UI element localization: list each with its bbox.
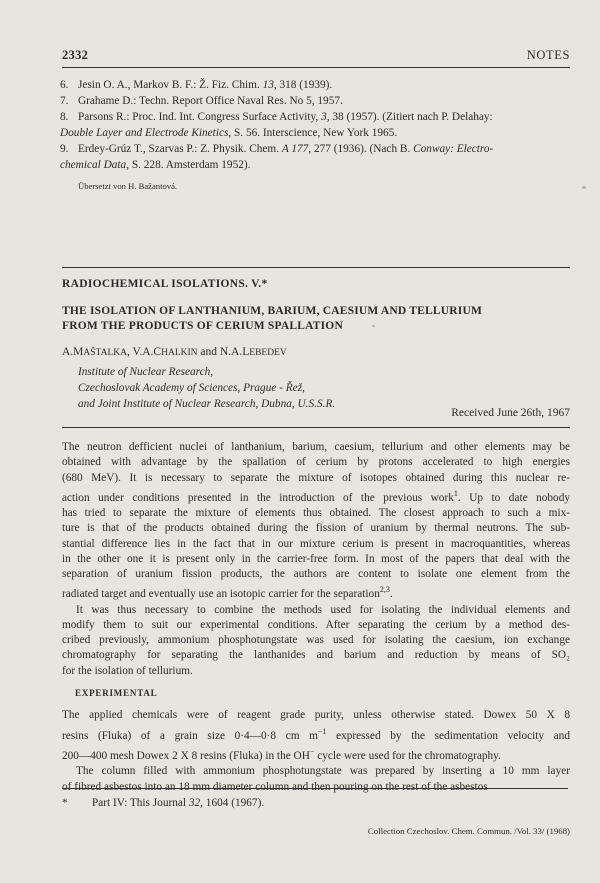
text-line: of fibred asbestos into an 18 mm diameter column and then pouring on the rest of the asbestos (62, 780, 488, 793)
text-line: has tried to separate the mixture of elements thus obtained. The closest approach to such a mix- (62, 506, 570, 519)
text-line: cribed previously, ammonium phosphotungstate was used for isolating the caesium, ion exchange (62, 634, 570, 647)
title-line: THE ISOLATION OF LANTHANIUM, BARIUM, CAESIUM AND TELLURIUM (62, 305, 483, 317)
page-number: 2332 (62, 48, 89, 62)
paragraph-3 (62, 708, 570, 764)
text-line: separation of uranium fission products, the authors are content to isolate one element from the (62, 568, 570, 581)
footnote-rule (62, 788, 568, 789)
author-line: A.MAŠTALKA, V.A.CHALKIN and N.A.LEBEDEV (62, 346, 287, 358)
section-name: NOTES (526, 48, 570, 62)
citation-superscript: 2,3 (379, 585, 390, 595)
paper-speck (582, 186, 586, 189)
text-line: radiated target and eventually use an isotopic carrier for the separation$^{2,3}$. (62, 585, 393, 601)
reference-number: 8. (60, 111, 69, 123)
title-line: FROM THE PRODUCTS OF CERIUM SPALLATION (62, 320, 343, 332)
reference-item (60, 93, 570, 109)
affiliation-line: and Joint Institute of Nuclear Research, Dubna, U.S.S.R. (78, 398, 336, 410)
italic-text: 32 (188, 797, 201, 809)
text-line: ture is that of the products obtained during the fission of uranium by thermal neutrons. The sub- (62, 522, 570, 535)
italic-text: Conway: Electro- (413, 143, 494, 155)
reference-list (60, 77, 570, 173)
text-line: action under conditions presented in the introduction of the previous work$^1$. Up to date nobody (62, 488, 570, 504)
author-name: N.A.LEBEDEV (219, 346, 287, 358)
translator-note: Übersetzt von H. Bažantová. (78, 181, 178, 191)
author-name: V.A.CHALKIN (132, 346, 198, 358)
reference-continuation: Double Layer and Electrode Kinetics, S. 56. Interscience, New York 1965. (60, 127, 398, 139)
article-title (62, 304, 560, 334)
header-bottom-rule (62, 427, 570, 428)
text-line: stantial difference lies in the fact that in our mixture cerium is present in macroquantities, whereas (62, 537, 570, 550)
reference-item (60, 77, 570, 93)
journal-footer: Collection Czechoslov. Chem. Commun. /Vol. 33/ (1968) (367, 826, 570, 836)
reference-number: 6. (60, 79, 69, 91)
reference-text: Erdey-Grúz T., Szarvas P.: Z. Physik. Chem. A 177, 277 (1936). (Nach B. Conway: Electro- (78, 143, 494, 155)
affiliation (78, 364, 335, 412)
footnote-text: Part IV: This Journal 32, 1604 (1967). (92, 797, 265, 809)
text-line: modify them to suit our experimental conditions. After separating the cerium by a method des- (62, 618, 570, 631)
running-header (62, 48, 570, 63)
text-line: in the other one it is present only in the carrier-free form. In most of the papers that deal with the (62, 552, 570, 565)
footnote-mark: * (62, 797, 68, 809)
reference-item (60, 141, 570, 157)
reference-text: Grahame D.: Techn. Report Office Naval Res. No 5, 1957. (78, 95, 343, 107)
article-top-rule (62, 267, 570, 268)
italic-text: A 177 (281, 143, 309, 155)
citation-superscript: 1 (453, 488, 458, 498)
text-line: The applied chemicals were of reagent grade purity, unless otherwise stated. Dowex 50 X 8 (62, 709, 570, 721)
text-line: obtained with advantage by the spallation of cerium by protons accelerated to high energies (62, 456, 570, 469)
reference-number: 7. (60, 95, 69, 107)
italic-text: 13 (262, 79, 274, 91)
experimental-heading: EXPERIMENTAL (75, 688, 158, 698)
text-line: 200—400 mesh Dowex 2 X 8 resins (Fluka) in the OH− cycle were used for the chromatography. (62, 746, 501, 762)
text-line: chromatography for separating the lanthanides and barium and reduction by means of SO₂ (62, 649, 570, 662)
citation-superscript: −1 (317, 726, 327, 736)
text-line: The neutron defficient nuclei of lanthanium, barium, caesium, tellurium and other elements may be (62, 441, 570, 453)
italic-text: chemical Data (60, 159, 127, 171)
reference-item (60, 109, 570, 125)
italic-text: Double Layer and Electrode Kinetics (60, 127, 229, 139)
reference-text: Jesin O. A., Markov B. F.: Ž. Fiz. Chim. 13, 318 (1939). (78, 79, 333, 91)
citation-superscript: − (309, 746, 315, 756)
reference-text: Parsons R.: Proc. Ind. Int. Congress Surface Activity, 3, 38 (1957). (Zitiert nach P. Delahay: (78, 111, 493, 123)
received-date: Received June 26th, 1967 (451, 407, 570, 419)
paragraph-4 (62, 764, 570, 795)
text-line: It was thus necessary to combine the methods used for isolating the individual elements and (76, 603, 570, 616)
experimental-text (62, 708, 570, 796)
affiliation-line: Institute of Nuclear Research, (78, 366, 214, 378)
footnote (62, 797, 264, 809)
paper-speck (372, 325, 375, 327)
italic-text: 3 (321, 111, 327, 123)
text-line: The column filled with ammonium phosphotungstate was prepared by inserting a 10 mm layer (76, 765, 570, 778)
affiliation-line: Czechoslovak Academy of Sciences, Prague - Řež, (78, 382, 305, 394)
intro-text (62, 440, 570, 679)
text-line: resins (Fluka) of a grain size 0·4—0·8 cm $m^{-1}$ expressed by the sedimentation velocity and (62, 726, 570, 742)
paragraph-2 (62, 603, 570, 679)
paragraph-1 (62, 440, 570, 603)
text-line: for the isolation of tellurium. (62, 664, 193, 677)
series-label: RADIOCHEMICAL ISOLATIONS. V.* (62, 278, 268, 290)
reference-number: 9. (60, 143, 69, 155)
author-name: A.MAŠTALKA (62, 346, 127, 358)
header-rule (62, 67, 570, 68)
text-line: (680 MeV). It is necessary to separate the mixture of isotopes obtained during this nuclear re- (62, 471, 570, 484)
reference-continuation: chemical Data, S. 228. Amsterdam 1952). (60, 159, 251, 171)
